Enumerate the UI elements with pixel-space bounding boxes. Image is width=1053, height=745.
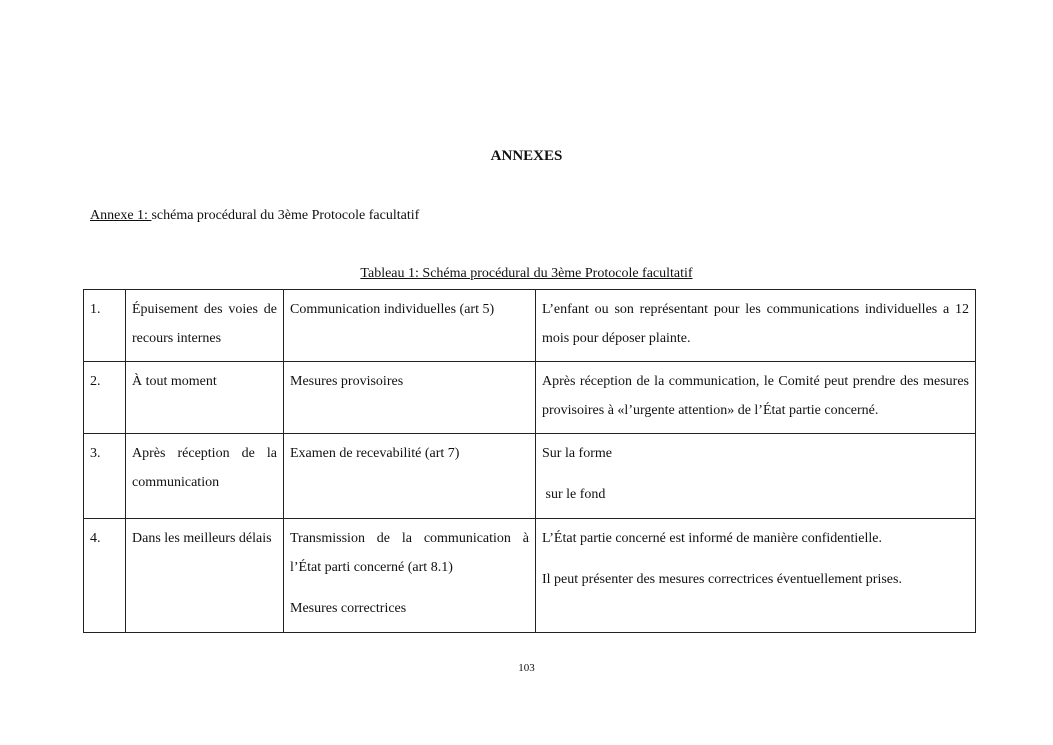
row-detail — [536, 290, 976, 362]
table-row — [84, 362, 976, 434]
annex-label: Annexe 1: — [90, 208, 152, 223]
row-number: 4. — [84, 519, 126, 633]
row-detail-text: sur le fond — [542, 487, 606, 502]
row-number: 2. — [84, 362, 126, 434]
row-number: 3. — [84, 434, 126, 519]
annex-text: schéma procédural du 3ème Protocole facultatif — [151, 208, 420, 223]
row-detail — [536, 362, 976, 434]
row-detail-text: Il peut présenter des mesures correctrices éventuellement prises. — [542, 572, 902, 587]
row-detail-text: L’État partie concerné est informé de manière confidentielle. — [542, 531, 882, 546]
table-caption: Tableau 1: Schéma procédural du 3ème Protocole facultatif — [360, 266, 693, 281]
row-detail-text: Sur la forme — [542, 446, 612, 461]
page-number: 103 — [518, 662, 535, 674]
row-step — [284, 362, 536, 434]
row-timing: Épuisement des voies de recours internes — [126, 290, 284, 362]
row-step-text: Communication individuelles (art 5) — [290, 302, 495, 317]
row-step — [284, 290, 536, 362]
row-timing: Après réception de la communication — [126, 434, 284, 519]
row-timing: À tout moment — [126, 362, 284, 434]
row-detail — [536, 519, 976, 633]
row-timing: Dans les meilleurs délais — [126, 519, 284, 633]
row-step — [284, 519, 536, 633]
page-title: ANNEXES — [490, 148, 563, 164]
table-row — [84, 519, 976, 633]
row-detail-text: Après réception de la communication, le Comité peut prendre des mesures provisoires à «l’urgente attention» de l’État partie concerné. — [542, 374, 969, 418]
procedure-table — [83, 289, 976, 633]
row-step — [284, 434, 536, 519]
row-step-text: Examen de recevabilité (art 7) — [290, 446, 460, 461]
table-row — [84, 290, 976, 362]
table-row — [84, 434, 976, 519]
row-detail — [536, 434, 976, 519]
row-step-text: Mesures correctrices — [290, 601, 407, 616]
annex-heading — [90, 208, 419, 224]
row-number: 1. — [84, 290, 126, 362]
row-detail-text: L’enfant ou son représentant pour les communications individuelles a 12 mois pour déposer plainte. — [542, 302, 969, 346]
row-step-text: Transmission de la communication à l’État parti concerné (art 8.1) — [290, 531, 529, 575]
row-step-text: Mesures provisoires — [290, 374, 404, 389]
